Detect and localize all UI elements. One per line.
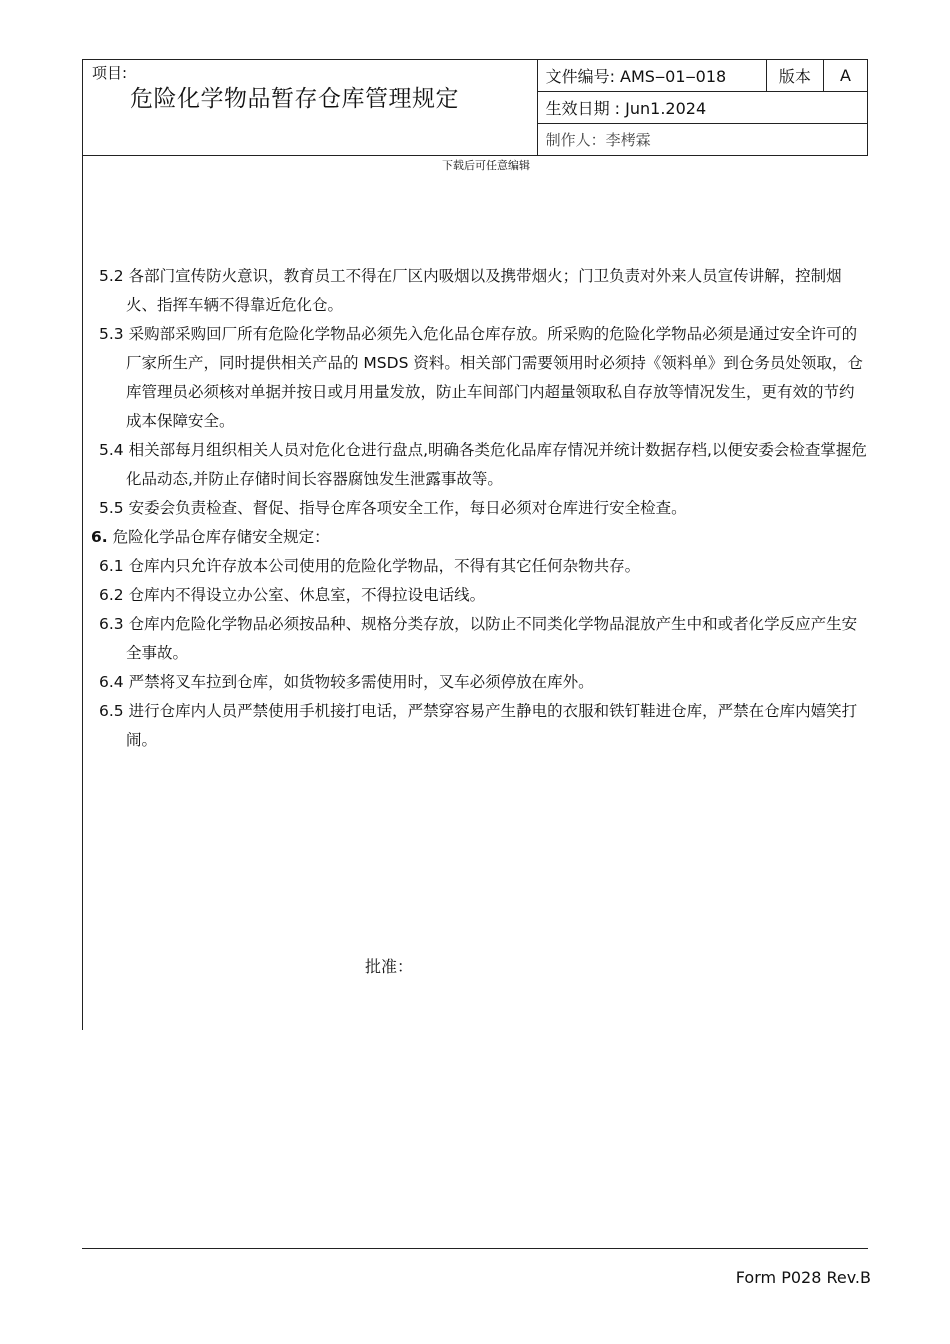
doc-number: 文件编号: AMS‒01‒018 — [537, 60, 766, 92]
document-body — [91, 262, 869, 755]
project-label: 项目: — [92, 64, 128, 82]
paragraph-6-4: 6.4 严禁将叉车拉到仓库，如货物较多需使用时，叉车必须停放在库外。 — [99, 673, 594, 691]
paragraph-5-5: 5.5 安委会负责检查、督促、指导仓库各项安全工作，每日必须对仓库进行安全检查。 — [99, 499, 687, 517]
version-value: A — [823, 60, 867, 92]
paragraph-6-3: 6.3 仓库内危险化学物品必须按品种、规格分类存放，以防止不同类化学物品混放产生中和或者化学反应产生安全事故。 — [99, 615, 858, 662]
author: 制作人：李栲霖 — [537, 124, 867, 156]
paragraph-5-2: 5.2 各部门宣传防火意识，教育员工不得在厂区内吸烟以及携带烟火；门卫负责对外来人员宣传讲解，控制烟火、指挥车辆不得靠近危化仓。 — [99, 267, 842, 314]
section-6-number: 6. — [91, 528, 108, 546]
effective-date: 生效日期 : Jun1.2024 — [537, 92, 867, 124]
section-6-title: 危险化学品仓库存储安全规定： — [107, 528, 330, 546]
paragraph-6-1: 6.1 仓库内只允许存放本公司使用的危险化学物品，不得有其它任何杂物共存。 — [99, 557, 641, 575]
left-border — [82, 156, 83, 1030]
document-header — [82, 59, 868, 156]
footer-rule — [82, 1248, 868, 1249]
title-cell — [83, 60, 538, 156]
version-label: 版本 — [766, 60, 823, 92]
paragraph-6-2: 6.2 仓库内不得设立办公室、休息室，不得拉设电话线。 — [99, 586, 486, 604]
approval-label: 批准： — [365, 957, 414, 976]
document-title: 危险化学物品暂存仓库管理规定 — [130, 86, 459, 112]
form-number: Form P028 Rev.B — [735, 1268, 871, 1287]
paragraph-6-5: 6.5 进行仓库内人员严禁使用手机接打电话，严禁穿容易产生静电的衣服和铁钉鞋进仓库，严禁在仓库内嬉笑打闹。 — [99, 702, 858, 749]
download-note: 下载后可任意编辑 — [442, 159, 530, 172]
paragraph-5-3: 5.3 采购部采购回厂所有危险化学物品必须先入危化品仓库存放。所采购的危险化学物品必须是通过安全许可的厂家所生产，同时提供相关产品的 MSDS 资料。相关部门需要领用时必须持《领料单》到仓务员处领取，仓库管理员必须核对单据并按日或月用量发放，防止车间部门内超量领取私自存放等情况发生，更有效的节约成本保障安全。 — [99, 325, 863, 430]
section-6-heading — [91, 523, 869, 552]
paragraph-5-4: 5.4 相关部每月组织相关人员对危化仓进行盘点,明确各类危化品库存情况并统计数据存档,以便安委会检查掌握危化品动态,并防止存储时间长容器腐蚀发生泄露事故等。 — [99, 441, 867, 488]
